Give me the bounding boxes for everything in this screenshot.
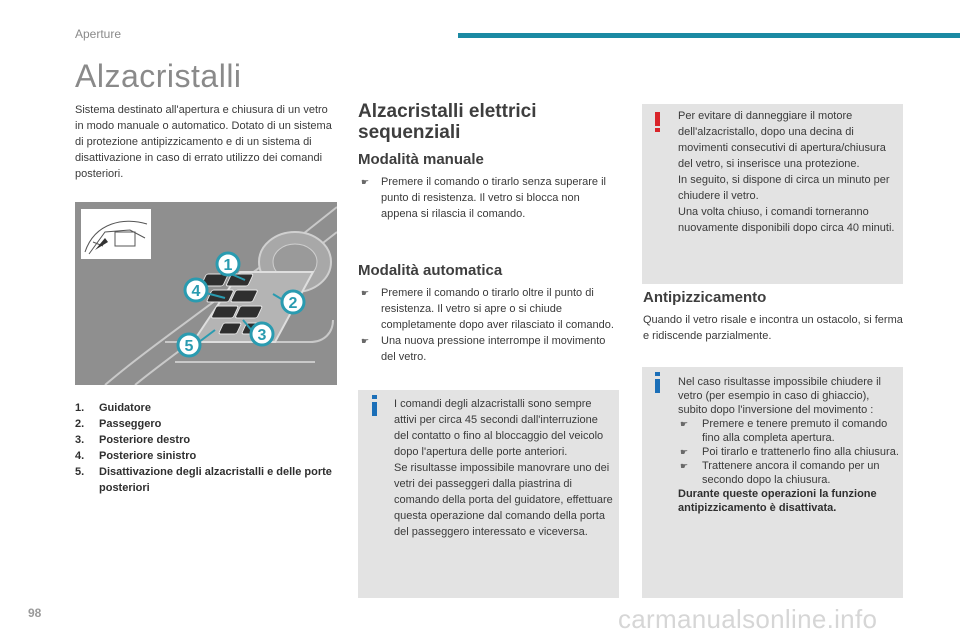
figure-legend: [75, 400, 337, 496]
callout-label: 5: [184, 338, 194, 355]
legend-item: [75, 448, 337, 464]
legend-number: 3.: [75, 434, 85, 446]
antipinch-note: Durante queste operazioni la funzione antipizzicamento è disattivata.: [678, 488, 877, 514]
callout-2: [282, 291, 304, 313]
legend-label: Posteriore sinistro: [99, 450, 197, 462]
info-icon: [655, 372, 660, 393]
legend-number: 4.: [75, 450, 85, 462]
legend-item: [75, 464, 337, 496]
bullet-arrow-icon: ☛: [361, 288, 370, 298]
intro-paragraph: Sistema destinato all'apertura e chiusura di un vetro in modo manuale o automatico. Dotato di un sistema di protezione antipizzicamento e di un sistema di disattivazione in caso di errato utilizzo dei comandi posteriori.: [75, 104, 332, 180]
warning-paragraph: Per evitare di danneggiare il motore dell'alzacristallo, dopo una decina di movimenti consecutivi di apertura/chiusura del vetro, si inserisce una protezione.: [678, 110, 886, 170]
warning-paragraph: Una volta chiuso, i comandi torneranno nuovamente disponibili dopo circa 40 minuti.: [678, 206, 895, 234]
legend-label: Posteriore destro: [99, 434, 191, 446]
info-paragraph: Nel caso risultasse impossibile chiudere il vetro (per esempio in caso di ghiaccio), subito dopo l'inversione del movimento :: [678, 376, 881, 416]
warning-paragraph: In seguito, si dispone di circa un minuto per chiudere il vetro.: [678, 174, 890, 202]
bullet-arrow-icon: ☛: [361, 336, 370, 346]
bullet-text: Una nuova pressione interrompe il movimento del vetro.: [381, 335, 606, 363]
info-icon: [372, 395, 377, 416]
door-panel-drawing: [75, 202, 337, 385]
legend-label: Passeggero: [99, 418, 162, 430]
bullet-arrow-icon: ☛: [361, 177, 370, 187]
page-number: 98: [28, 606, 42, 620]
section-title: Aperture: [75, 27, 122, 41]
header-accent-bar: [458, 33, 960, 38]
bullet-text: Trattenere ancora il comando per un secondo dopo la chiusura.: [702, 460, 880, 486]
callout-label: 4: [191, 283, 201, 300]
legend-item: [75, 432, 337, 448]
legend-item: [75, 400, 337, 416]
callout-1: [217, 253, 239, 275]
list-item: [358, 333, 616, 365]
bullet-text: Premere il comando o tirarlo senza superare il punto di resistenza. Il vetro si blocca non appena si rilascia il comando.: [381, 176, 606, 220]
antipinch-heading: Antipizzicamento: [643, 289, 767, 306]
antipinch-paragraph: Quando il vetro risale e incontra un ostacolo, si ferma e ridiscende parzialmente.: [643, 314, 903, 342]
info-paragraph: Se risultasse impossibile manovrare uno dei vetri dei passeggeri dalla piastrina di comando della porta del guidatore, effettuare questa operazione dal comando della porta del passeggero interessato e viceversa.: [394, 462, 613, 538]
list-item: [358, 285, 616, 333]
info-paragraph: I comandi degli alzacristalli sono sempre attivi per circa 45 secondi dall'interruzione del contatto o fino al bloccaggio del veicolo dopo l'apertura delle porte anteriori.: [394, 398, 604, 458]
window-switch-illustration: [75, 202, 337, 385]
list-item: [678, 417, 900, 445]
inset-thumbnail: [81, 209, 151, 259]
legend-label: Disattivazione degli alzacristalli e delle porte posteriori: [99, 466, 332, 494]
legend-number: 2.: [75, 418, 85, 430]
callout-3: [251, 323, 273, 345]
electric-windows-heading: Alzacristalli elettrici sequenziali: [358, 101, 537, 143]
page-title: Alzacristalli: [75, 58, 242, 94]
list-item: [358, 174, 616, 222]
bullet-arrow-icon: ☛: [680, 419, 689, 429]
watermark: carmanualsonline.info: [618, 604, 878, 634]
list-item: [678, 445, 900, 459]
list-item: [678, 459, 900, 487]
bullet-text: Premere e tenere premuto il comando fino alla completa apertura.: [702, 418, 888, 444]
info-box-commands-text: [394, 396, 614, 540]
legend-item: [75, 416, 337, 432]
manual-mode-list: [358, 174, 616, 222]
warning-icon: [655, 112, 660, 132]
bullet-text: Premere il comando o tirarlo oltre il punto di resistenza. Il vetro si apre o si chiude completamente dopo aver rilasciato il comando.: [381, 287, 614, 331]
legend-number: 5.: [75, 466, 85, 478]
callout-4: [185, 279, 207, 301]
warning-box-text: [678, 108, 900, 236]
bullet-arrow-icon: ☛: [680, 447, 689, 457]
callout-label: 1: [223, 257, 233, 274]
bullet-arrow-icon: ☛: [680, 461, 689, 471]
legend-number: 1.: [75, 402, 85, 414]
automatic-mode-list: [358, 285, 616, 365]
bullet-text: Poi tirarlo e trattenerlo fino alla chiusura.: [702, 446, 899, 458]
callout-label: 3: [257, 327, 267, 344]
legend-label: Guidatore: [99, 402, 151, 414]
automatic-mode-heading: Modalità automatica: [358, 262, 503, 279]
antipinch-steps-list: [678, 417, 900, 487]
manual-mode-heading: Modalità manuale: [358, 151, 484, 168]
callout-5: [178, 334, 200, 356]
info-box-antipinch-text: [678, 375, 900, 515]
callout-label: 2: [288, 295, 298, 312]
